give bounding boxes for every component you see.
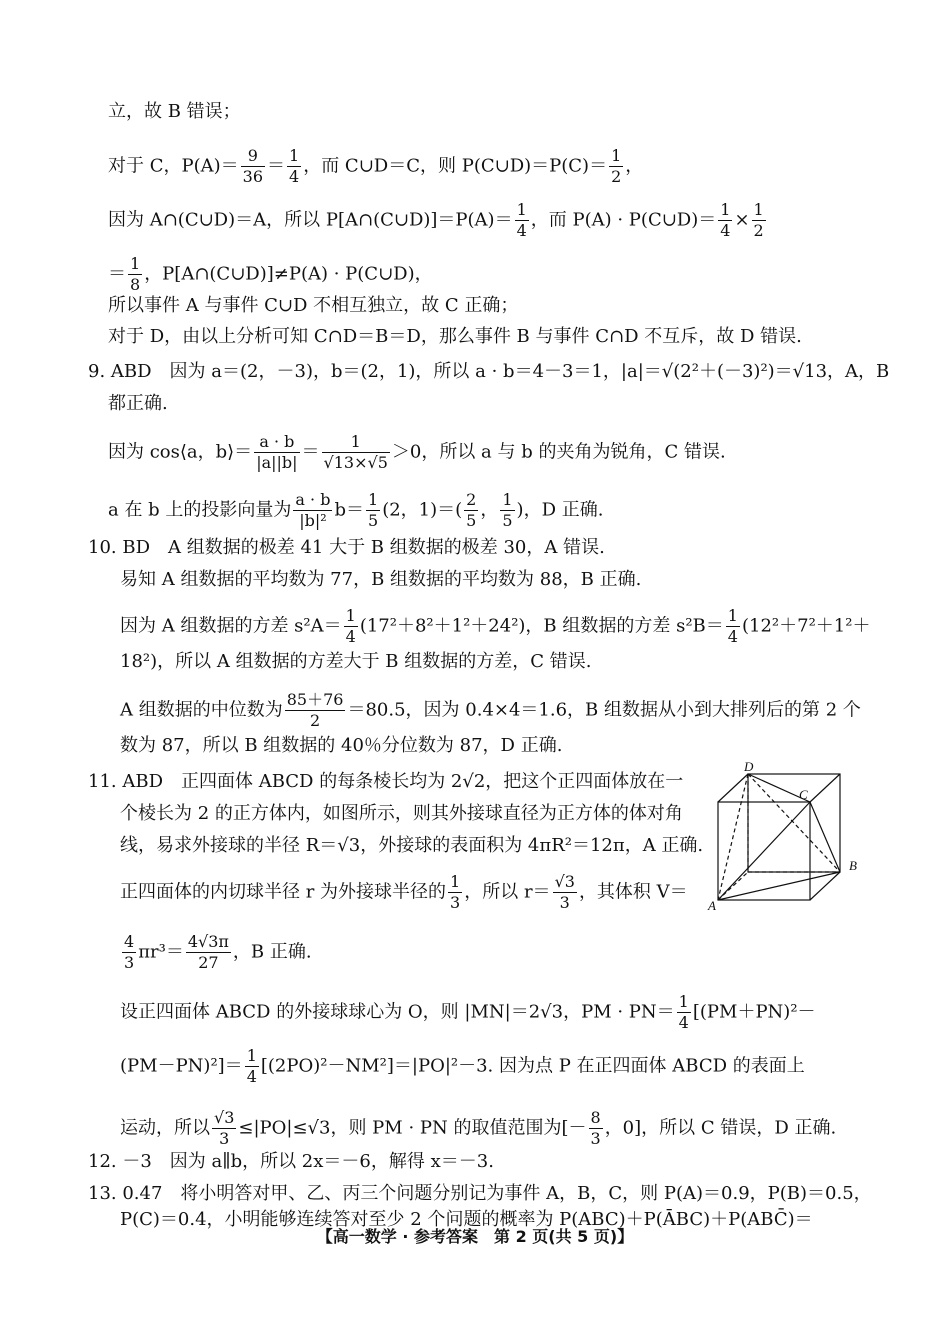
text-line: 设正四面体 ABCD 的外接球球心为 O，则 |MN|＝2√3，PM · PN＝ $\frac{1}{4}$ [(PM＋PN)²－ (120, 992, 816, 1032)
cube-diagram (700, 760, 870, 910)
edge-AB (718, 872, 840, 900)
text-line: 所以事件 A 与事件 C∪D 不相互独立，故 C 正确； (108, 295, 519, 316)
text-line: $\frac{4}{3}$ πr³＝ $\frac{4√3\pi}{27}$ ，B 正确. (124, 932, 312, 972)
text-line: 数为 87，所以 B 组数据的 40％分位数为 87，D 正确. (120, 735, 563, 756)
label-B: B (849, 858, 857, 873)
text-line: (PM－PN)²]＝ $\frac{1}{4}$ [(2PO)²－NM²]＝|PO|²－3. 因为点 P 在正四面体 ABCD 的表面上 (120, 1046, 805, 1086)
label-C: C (799, 787, 808, 802)
edge-DB (748, 774, 840, 872)
question-13: 13. 0.47 将小明答对甲、乙、丙三个问题分别记为事件 A，B，C，则 P(A)＝0.9，P(B)＝0.5， (88, 1183, 872, 1204)
text-line: 都正确. (108, 393, 168, 414)
text-line: a 在 b 上的投影向量为 $\frac{a \cdot b}{\text{|b|²}}$ b＝ $\frac{1}{5}$ (2，1)＝( $\frac{2}{5}$ ， $\frac{1}{5}$ )，D 正确. (108, 490, 604, 530)
text-line: 线，易求外接球的半径 R＝√3，外接球的表面积为 4πR²＝12π，A 正确. (120, 835, 704, 856)
text-line: 正四面体的内切球半径 r 为外接球半径的 $\frac{1}{3}$ ，所以 r＝ $\frac{√3}{3}$ ，其体积 V＝ (120, 872, 688, 912)
text-line: 立，故 B 错误； (108, 101, 241, 122)
text-line: 易知 A 组数据的平均数为 77，B 组数据的平均数为 88，B 正确. (120, 569, 642, 590)
label-A: A (708, 898, 716, 910)
label-D: D (744, 760, 754, 774)
text-line: 18²)，所以 A 组数据的方差大于 B 组数据的方差，C 错误. (120, 651, 592, 672)
question-9: 9. ABD 因为 a＝(2，－3)，b＝(2，1)，所以 a · b＝4－3＝1，|a|＝√(2²＋(－3)²)＝√13，A，B (88, 361, 890, 382)
text-line: 因为 A 组数据的方差 s²A＝ $\frac{1}{4}$ (17²＋8²＋1²＋24²)，B 组数据的方差 s²B＝ $\frac{1}{4}$ (12²＋7²＋1²＋ (120, 606, 871, 646)
text-line: 个棱长为 2 的正方体内，如图所示，则其外接球直径为正方体的体对角 (120, 803, 683, 824)
question-12: 12. －3 因为 a∥b，所以 2x＝－6，解得 x＝－3. (88, 1151, 494, 1172)
edge-AC (718, 802, 810, 900)
edge-DA (718, 774, 748, 900)
text-line: 对于 D，由以上分析可知 C∩D＝B＝D，那么事件 B 与事件 C∩D 不互斥，故 D 错误. (108, 326, 802, 347)
question-10: 10. BD A 组数据的极差 41 大于 B 组数据的极差 30，A 错误. (88, 537, 605, 558)
edge-CB (810, 802, 840, 872)
text-line: P(C)＝0.4，小明能够连续答对至少 2 个问题的概率为 P(ABC)＋P(ĀBC)＋P(ABC̄)＝ (120, 1209, 813, 1230)
text-line: 运动，所以 $\frac{√3}{3}$ ≤|PO|≤√3，则 PM · PN 的取值范围为[－ $\frac{8}{3}$ ，0]，所以 C 错误，D 正确. (120, 1108, 837, 1148)
text-line: 对于 C，P(A)＝ $\frac{9}{36}$ ＝ $\frac{1}{4}$ ，而 C∪D＝C，则 P(C∪D)＝P(C)＝ $\frac{1}{2}$ ， (108, 146, 644, 186)
text-line: ＝ $\frac{1}{8}$ ，P[A∩(C∪D)]≠P(A) · P(C∪D)， (108, 254, 433, 294)
text-line: 因为 cos⟨a，b⟩＝ $\frac{a \cdot b}{|a||b|}$ ＝ $\frac{1}{√13\times√5}$ ＞0，所以 a 与 b 的夹角为锐角，C 错误. (108, 432, 726, 472)
text-line: A 组数据的中位数为 $\frac{85+76}{2}$ ＝80.5，因为 0.4×4＝1.6，B 组数据从小到大排列后的第 2 个 (120, 690, 861, 730)
question-11: 11. ABD 正四面体 ABCD 的每条棱长均为 2√2，把这个正四面体放在一 (88, 771, 684, 792)
page-footer: 【高一数学 · 参考答案 第 2 页(共 5 页)】 (316, 1227, 634, 1246)
text-line: 因为 A∩(C∪D)＝A，所以 P[A∩(C∪D)]＝P(A)＝ $\frac{1}{4}$ ，而 P(A) · P(C∪D)＝ $\frac{1}{4}$ × $\frac{1}{2}$ (108, 200, 764, 240)
cube-tetrahedron-figure (700, 760, 870, 910)
